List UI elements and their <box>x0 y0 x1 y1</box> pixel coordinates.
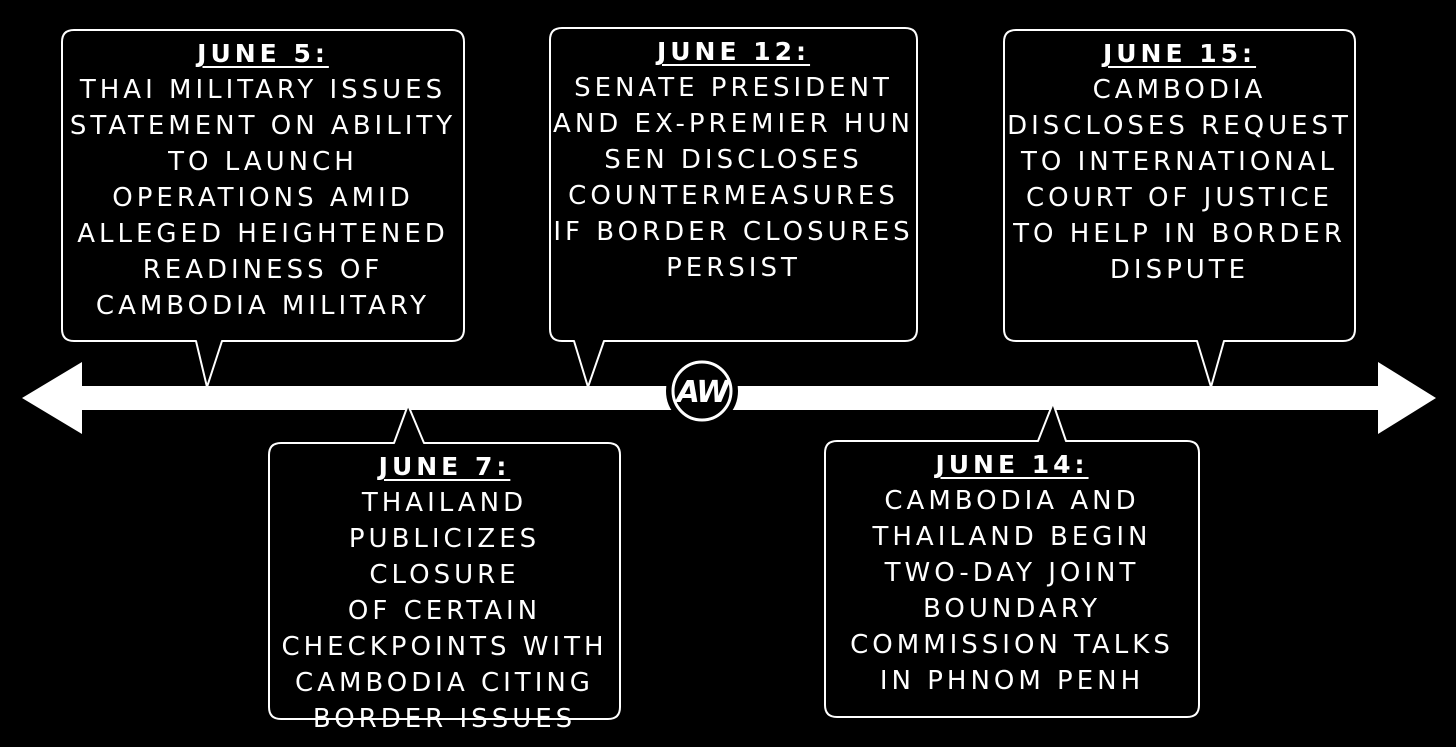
event-description: THAI MILITARY ISSUES STATEMENT ON ABILITY TO LAUNCH OPERATIONS AMID ALLEGED HEIGHTENED READINESS OF CAMBODIA MILITARY <box>69 75 457 321</box>
right-arrowhead <box>1378 362 1436 434</box>
logo-text: AW <box>676 375 728 410</box>
event-june12 <box>550 28 917 341</box>
event-june14 <box>825 441 1199 717</box>
event-description: THAILAND PUBLICIZES CLOSURE OF CERTAIN CHECKPOINTS WITH CAMBODIA CITING BORDER ISSUES <box>281 488 608 734</box>
event-description: CAMBODIA DISCLOSES REQUEST TO INTERNATIONAL COURT OF JUSTICE TO HELP IN BORDER DISPUTE <box>1007 75 1352 285</box>
event-date: JUNE 5: <box>197 39 329 68</box>
event-june7 <box>269 443 620 734</box>
event-date: JUNE 12: <box>656 37 811 66</box>
event-date: JUNE 7: <box>378 452 511 481</box>
event-date: JUNE 14: <box>935 450 1089 479</box>
event-description: CAMBODIA AND THAILAND BEGIN TWO-DAY JOINT BOUNDARY COMMISSION TALKS IN PHNOM PENH <box>850 486 1174 696</box>
event-date: JUNE 15: <box>1102 39 1257 68</box>
event-description: SENATE PRESIDENT AND EX-PREMIER HUN SEN DISCLOSES COUNTERMEASURES IF BORDER CLOSURES PERSIST <box>553 73 914 283</box>
aw-logo-icon <box>668 357 736 425</box>
event-june5 <box>62 30 464 341</box>
left-arrowhead <box>22 362 82 434</box>
event-june15 <box>1004 30 1355 341</box>
